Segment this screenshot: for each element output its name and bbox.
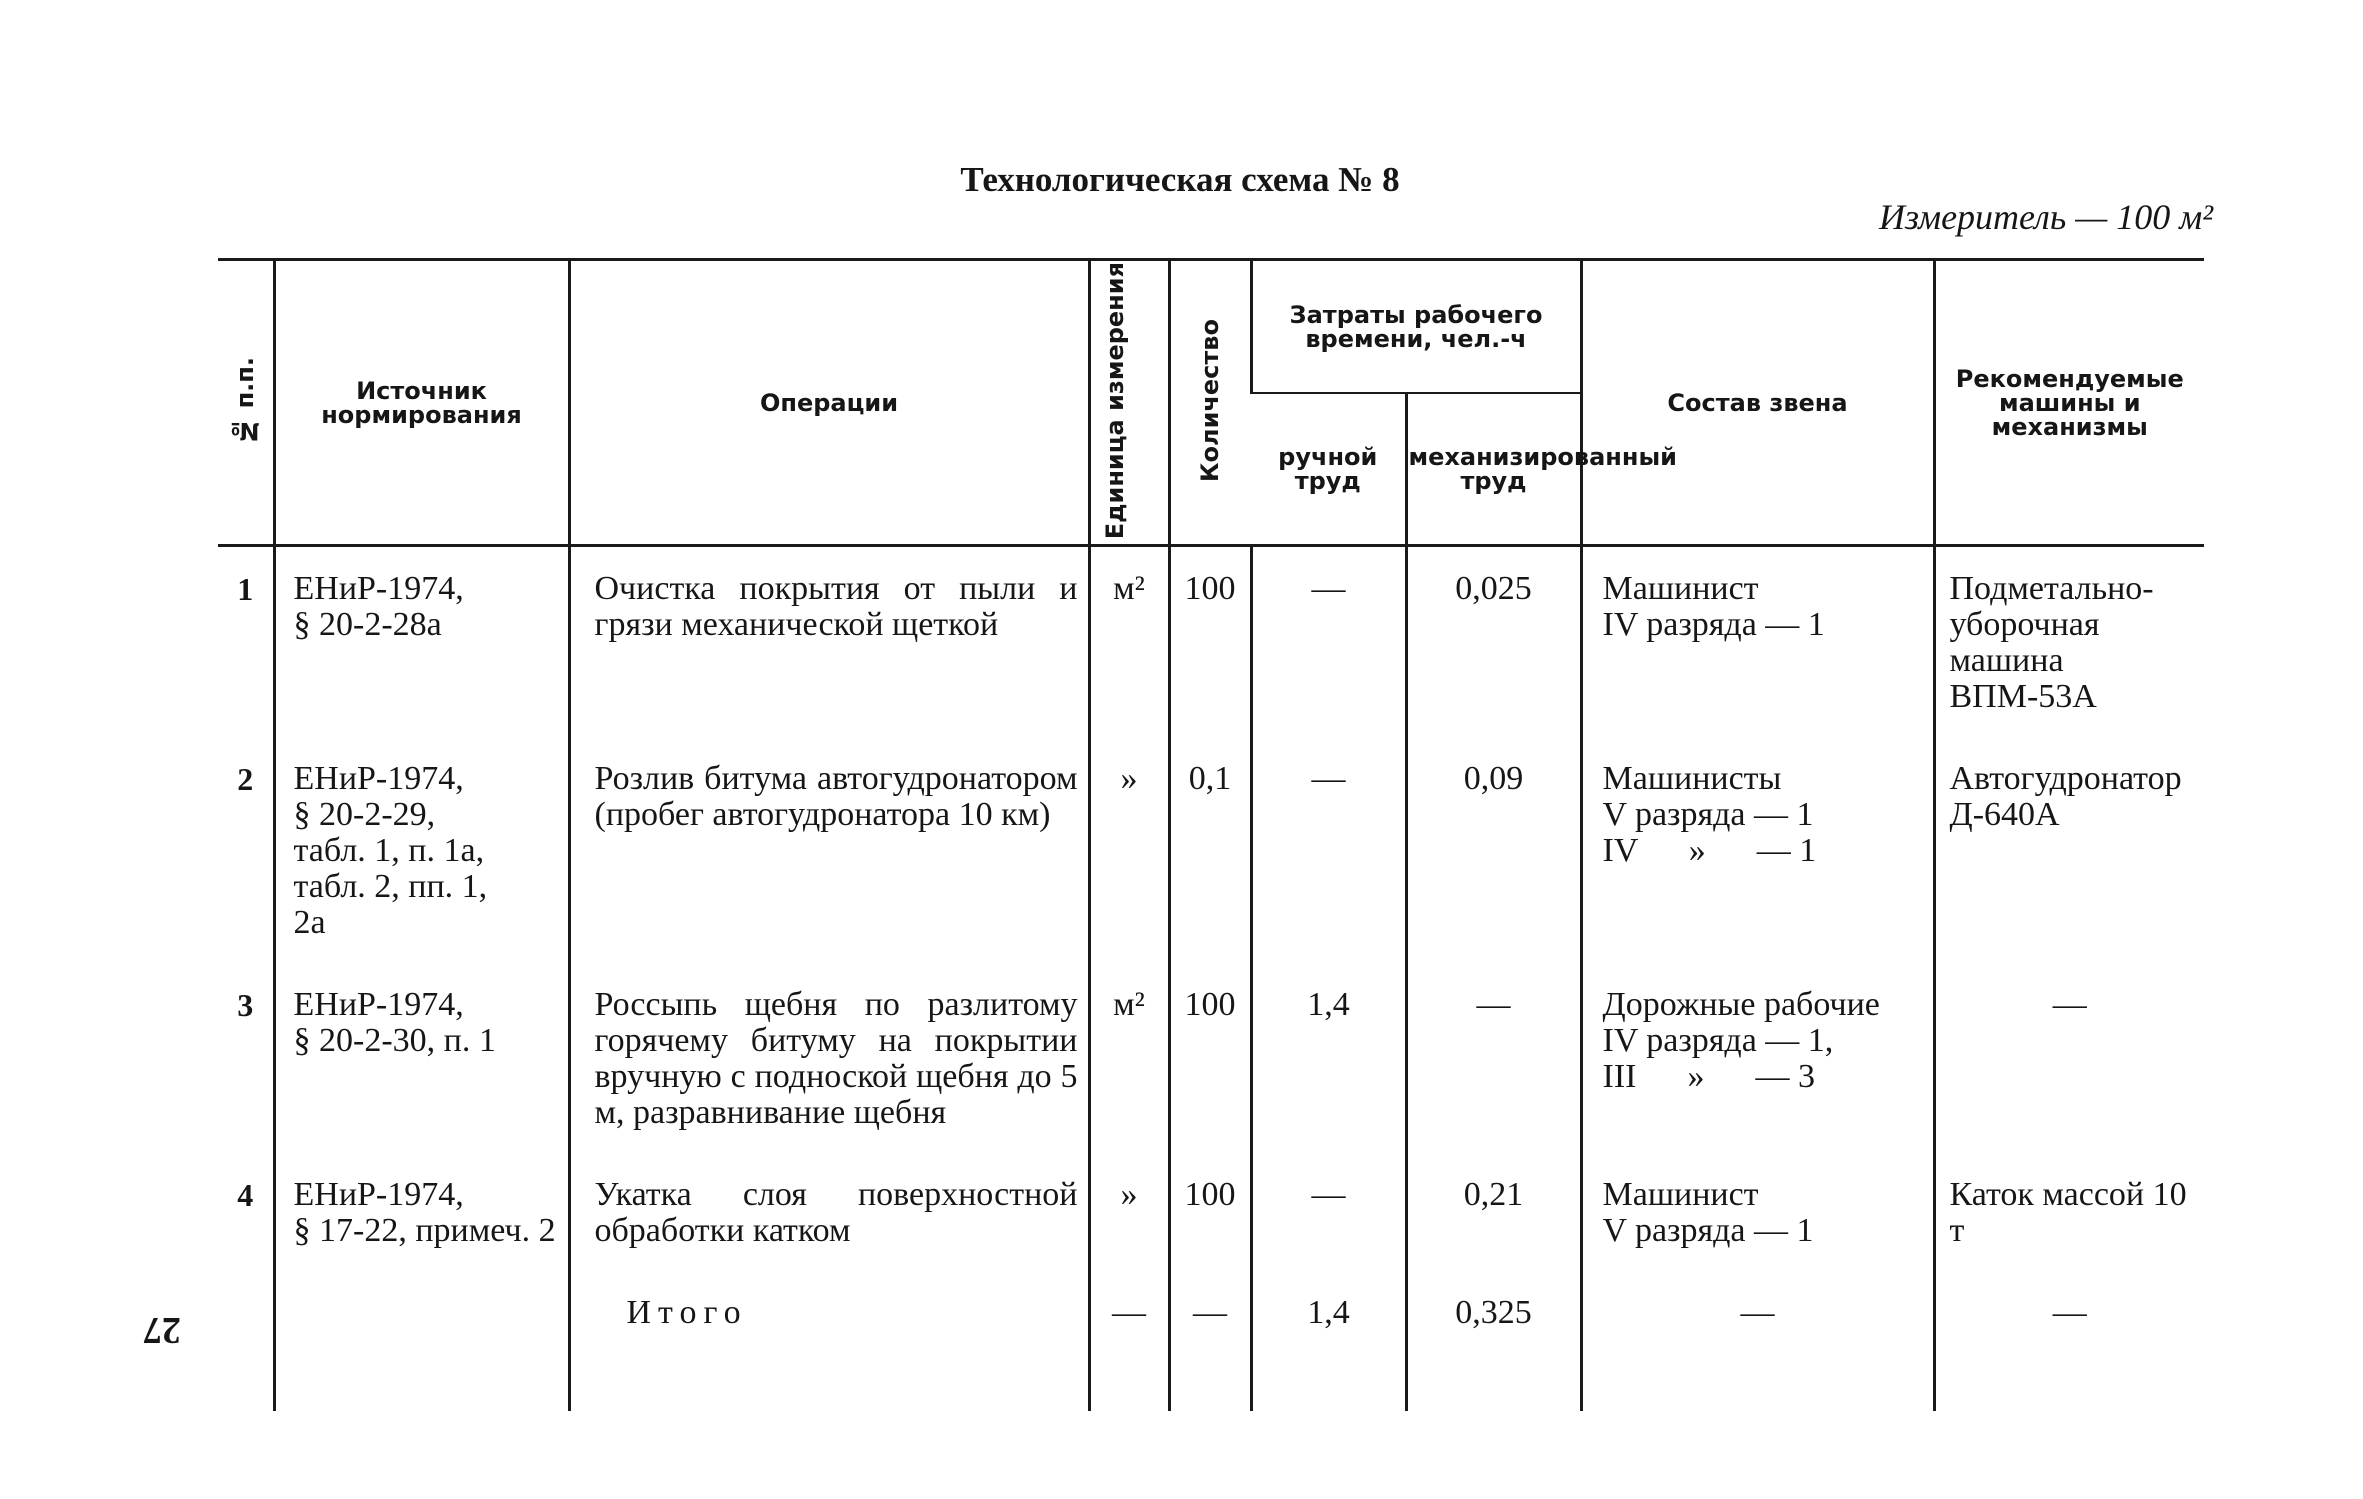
row-source: ЕНиР-1974, § 20-2-28а: [274, 546, 569, 738]
row-machines: Каток массой 10 т: [1934, 1153, 2204, 1271]
header-manual-labor: ручной труд: [1251, 393, 1406, 545]
page-title: Технологическая схема № 8: [960, 160, 1400, 199]
total-num: [218, 1271, 274, 1411]
row-operation: Очистка покрытия от пыли и грязи механической щеткой: [569, 546, 1089, 738]
total-quantity: —: [1169, 1271, 1251, 1411]
row-num: 2: [237, 761, 254, 798]
row-unit: м²: [1089, 546, 1169, 738]
row-source: ЕНиР-1974, § 20-2-29, табл. 1, п. 1а, табл. 2, пп. 1, 2а: [274, 737, 569, 963]
row-crew: Машинист V разряда — 1: [1581, 1153, 1934, 1271]
row-quantity: 100: [1169, 1153, 1251, 1271]
row-unit: »: [1089, 1153, 1169, 1271]
unit-of-measure-note: Измеритель — 100 м²: [1878, 197, 2213, 237]
row-operation: Розлив битума автогудронатором (пробег автогудронатора 10 км): [569, 737, 1089, 963]
row-source: ЕНиР-1974, § 20-2-30, п. 1: [274, 963, 569, 1153]
row-mechanized: —: [1406, 963, 1581, 1153]
page-number: 27: [143, 1309, 181, 1351]
total-machines: —: [1934, 1271, 2204, 1411]
row-mechanized: 0,21: [1406, 1153, 1581, 1271]
row-source: ЕНиР-1974, § 17-22, примеч. 2: [274, 1153, 569, 1271]
table-row: [218, 546, 2204, 738]
table-row: [218, 963, 2204, 1153]
table-row: [218, 1153, 2204, 1271]
header-unit: Единица измерения: [1089, 260, 1169, 546]
row-machines: Подметально-уборочная машина ВПМ-53А: [1934, 546, 2204, 738]
row-num: 1: [237, 571, 254, 608]
header-num: № п.п.: [218, 260, 274, 546]
row-crew: Машинисты V разряда — 1 IV » — 1: [1581, 737, 1934, 963]
row-unit: »: [1089, 737, 1169, 963]
row-machines: Автогудронатор Д-640А: [1934, 737, 2204, 963]
header-operations: Операции: [569, 260, 1089, 546]
total-unit: —: [1089, 1271, 1169, 1411]
header-time-costs: Затраты рабочего времени, чел.-ч: [1251, 260, 1581, 394]
row-machines: —: [1934, 963, 2204, 1153]
row-manual: —: [1251, 737, 1406, 963]
header-quantity: Количество: [1169, 260, 1251, 546]
total-crew: —: [1581, 1271, 1934, 1411]
header-crew: Состав звена: [1581, 260, 1934, 546]
row-crew: Дорожные рабочие IV разряда — 1, III » — 3: [1581, 963, 1934, 1153]
row-mechanized: 0,025: [1406, 546, 1581, 738]
row-operation: Россыпь щебня по разлитому горячему битуму на покрытии вручную с подноской щебня до 5 м, разравнивание щебня: [569, 963, 1089, 1153]
header-machines: Рекомендуемые машины и механизмы: [1934, 260, 2204, 546]
total-row: [218, 1271, 2204, 1411]
header-mechanized-labor: механизированный труд: [1406, 393, 1581, 545]
technology-scheme-table: [218, 258, 2204, 1411]
row-num: 3: [237, 987, 254, 1024]
row-quantity: 100: [1169, 546, 1251, 738]
total-mechanized: 0,325: [1406, 1271, 1581, 1411]
row-operation: Укатка слоя поверхностной обработки катком: [569, 1153, 1089, 1271]
row-crew: Машинист IV разряда — 1: [1581, 546, 1934, 738]
table-row: [218, 737, 2204, 963]
row-unit: м²: [1089, 963, 1169, 1153]
row-mechanized: 0,09: [1406, 737, 1581, 963]
row-num: 4: [237, 1177, 254, 1214]
header-source: Источник нормирования: [274, 260, 569, 546]
total-label: Итого: [569, 1271, 1089, 1411]
total-source: [274, 1271, 569, 1411]
row-quantity: 100: [1169, 963, 1251, 1153]
row-manual: 1,4: [1251, 963, 1406, 1153]
row-quantity: 0,1: [1169, 737, 1251, 963]
row-manual: —: [1251, 546, 1406, 738]
row-manual: —: [1251, 1153, 1406, 1271]
total-manual: 1,4: [1251, 1271, 1406, 1411]
